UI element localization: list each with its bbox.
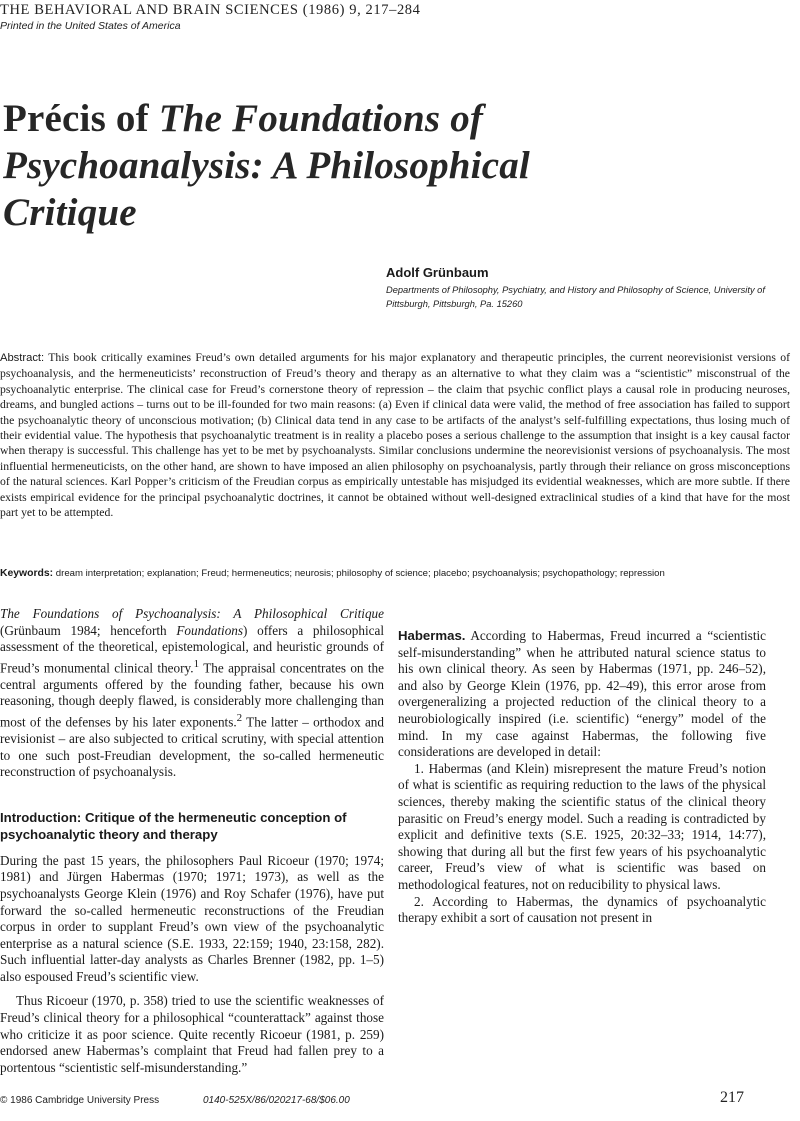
footer-code: 0140-525X/86/020217-68/$06.00 [203,1095,350,1106]
abstract [0,350,790,520]
paragraph-intro [0,606,384,781]
paragraph-text: (Grünbaum 1984; henceforth [0,622,177,638]
paragraph-text: The latter – orthodox and revisionist – are also subjected to critical scrutiny, with special attention to one such post-Freudian development, the so-called hermeneutic reconstruction of psychoanalysis. [0,714,384,780]
abstract-text: This book critically examines Freud’s own detailed arguments for his major explanatory and therapeutic principles, the current neorevisionist versions of psychoanalysis, and the hermeneuticists’ reconstruction of Freud’s theory and therapy as an alternative to what they claim was a “scientistic” misconstrual of the psychoanalytic enterprise. The clinical case for Freud’s cornerstone theory of repression – the claim that psychic conflict plays a causal role in producing neuroses, dreams, and bungled actions – turns out to be ill-founded for two main reasons: (a) Even if clinical data were valid, the method of free association has failed to support the psychoanalytic theory of unconscious motivation; (b) Clinical data tend in any case to be artifacts of the analyst’s self-fulfilling expectations, thus losing much of their evidential value. The hypothesis that psychoanalytic treatment is in reality a placebo poses a serious challenge to the assumption that insight is a key causal factor when therapy is successful. This challenge has yet to be met by psychoanalysts. Similar conclusions undermine the neorevisionist versions of psychoanalysis. The most influential hermeneuticists, on the other hand, are shown to have imposed an alien philosophy on psychoanalysis, partly through their reliance on gross misconceptions of the natural sciences. Karl Popper’s criticism of the Freudian corpus as empirically untestable has misjudged its evidential weaknesses, which are more subtle. If there exists empirical evidence for the principal psychoanalytic doctrines, it cannot be obtained without well-designed extraclinical studies of a kind that have for the most part yet to be attempted. [0,351,790,520]
footer-copyright: © 1986 Cambridge University Press [0,1095,160,1106]
paragraph: Thus Ricoeur (1970, p. 358) tried to use the scientific weaknesses of Freud’s clinical theory for a philosophical “counterattack” against those who criticize it as poor science. Quite recently Ricoeur (1981, p. 259) endorsed anew Habermas’s complaint that Freud had fallen prey to a portentous “scientistic self-misunderstanding.” [0,993,384,1075]
author-name: Adolf Grünbaum [386,265,489,280]
paragraph: 2. According to Habermas, the dynamics of psychoanalytic therapy exhibit a sort of causation not present in [398,893,766,926]
journal-header: THE BEHAVIORAL AND BRAIN SCIENCES (1986) 9, 217–284 [0,2,421,18]
title-prefix: Précis of [3,97,159,140]
author-affiliation: Departments of Philosophy, Psychiatry, and History and Philosophy of Science, University of Pittsburgh, Pittsburgh, Pa. 15260 [386,285,765,309]
right-column [398,606,766,927]
page-number: 217 [720,1089,744,1106]
paragraph: During the past 15 years, the philosophers Paul Ricoeur (1970; 1974; 1981) and Jürgen Habermas (1970; 1971; 1973), as well as the psychoanalysts George Klein (1976) and Roy Schafer (1976), have put forward the so-called hermeneutic reconstructions of the Freudian corpus in order to supplant Freud’s own view of the psychoanalytic enterprise as a natural science (S.E. 1933, 22:159; 1940, 23:158, 282). Such influential latter-day analysts as Charles Brenner (1982, pp. 1–5) also espoused Freud’s scientific view. [0,852,384,984]
paragraph-text: ) offers a philosophical assessment of the theoretical, epistemological, and heuristic grounds of Freud’s monumental clinical theory. [0,622,384,676]
book-title-italic: The Foundations of Psychoanalysis: A Philosophical Critique [0,606,384,621]
abstract-label: Abstract: [0,352,45,364]
keywords [0,567,790,581]
footnote-ref: 1 [193,657,200,670]
left-column [0,606,384,1076]
printed-note: Printed in the United States of America [0,20,181,32]
paragraph-text: According to Habermas, Freud incurred a “scientistic self-misunderstanding” when he attributed natural science status to his own clinical theory. As seen by Habermas (1971, pp. 246–52), and also by George Klein (1976, pp. 42–49), this error arose from overgeneralizing a projected reduction of the clinical theory to a neurobiologically inspired (i.e. scientific) “energy” model of the mind. In my case against Habermas, the following five considerations are developed in detail: [398,628,766,760]
footnote-ref: 2 [236,711,243,724]
paragraph: 1. Habermas (and Klein) misrepresent the mature Freud’s notion of what is scientific as requiring reduction to the laws of the physical sciences, thereby making the scientific status of the clinical theory parasitic on Freud’s energy model. Such a reading is contradicted by explicit and definitive texts (S.E. 1925, 20:32–33; 1914, 14:77), showing that during all but the first few years of his psychoanalytic career, Freud’s view of what is scientific was based on methodological features, not on reducibility to physical laws. [398,760,766,892]
section-heading: Introduction: Critique of the hermeneutic conception of psychoanalytic theory and therapy [0,809,347,842]
title-italic: The Foundations of Psychoanalysis: A Philosophical Critique [3,97,530,234]
keywords-text: dream interpretation; explanation; Freud; hermeneutics; neurosis; philosophy of science; placebo; psychoanalysis; psychopathology; repression [53,568,665,579]
paragraph-text: The appraisal concentrates on the central arguments offered by the founding father, because his own reasoning, though deeply flawed, is considerably more challenging than most of the defenses by his later exponents. [0,660,384,730]
keywords-label: Keywords: [0,568,54,579]
book-short-title-italic: Foundations [176,622,244,638]
run-in-heading: Habermas. [398,628,466,643]
article-title [3,95,563,236]
paragraph-habermas [398,628,766,761]
